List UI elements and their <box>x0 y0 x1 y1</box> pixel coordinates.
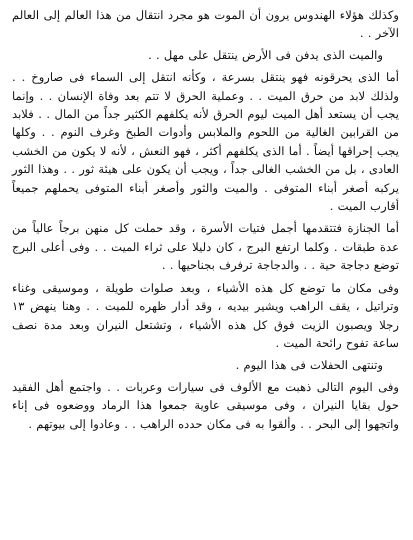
paragraph-4: أما الجنازة فتتقدمها أجمل فتيات الأسرة ، وقد حملت كل منهن برجاً عالياً من عدة طبقات . وكلما ارتفع البرج ، كان دليلا على ثراء الميت . . وفى أعلى البرج توضع دجاجة حية . . والدجاجة ترفرف بجناحيها . . <box>12 221 399 273</box>
paragraph-2: والميت الذى يدفن فى الأرض ينتقل على مهل . . <box>148 47 383 62</box>
paragraph-3: أما الذى يحرقونه فهو ينتقل بسرعة ، وكأنه انتقل إلى السماء فى صاروخ . . ولذلك لابد من حرق الميت . . وعملية الحرق لا تتم بعد وفاة الإنسان . . وإنما يجب أن يستعد أهل الميت ليوم الحرق لأنه يكلفهم الكثير جداً من المال . . فلابد من القرابين الغالية من اللحوم والملابس وأدوات الطبخ وغرف النوم . . وكلها يجب إحراقها أيضاً . أما الذى يكلفهم أكثر ، فهو النعش ، لأنه لا يكون من الخشب العادى ، بل من الخشب الغالى جداً ، ويجب أن يكون على هيئة ثور . . وهذا الثور يركبه أصغر أبناء المتوفى . والميت والثور وأصغر أبناء المتوفى يحملهم جميعاً أقارب الميت . <box>12 70 399 214</box>
paragraph-6: وتنتهى الحفلات فى هذا اليوم . <box>235 358 383 373</box>
paragraph-7: وفى اليوم التالى ذهبت مع الألوف فى سيارات وعربات . . واجتمع أهل الفقيد حول بقايا النيران ، وفى موسيقى عاوية جمعوا هذا الرماد ووضعوه فى إناء واتجهوا إلى البحر . . وألقوا به فى مكان حدده الراهب . . وعادوا إلى بيوتهم . <box>12 379 399 431</box>
paragraph-5: وفى مكان ما توضع كل هذه الأشياء ، وبعد صلوات طويلة ، وموسيقى وغناء وتراتيل ، يقف الراهب ويشير بيديه ، وقد أدار ظهره للميت . . وهنا ينهض ١٣ رجلا ويصبون الزيت فوق كل هذه الأشياء ، وتشتعل النيران وبعد مدة نصف ساعة تفوح رائحة الميت . <box>12 280 399 350</box>
paragraph-1: وكذلك هؤلاء الهندوس يرون أن الموت هو مجرد انتقال من هذا العالم إلى العالم الآخر . . <box>12 8 399 41</box>
